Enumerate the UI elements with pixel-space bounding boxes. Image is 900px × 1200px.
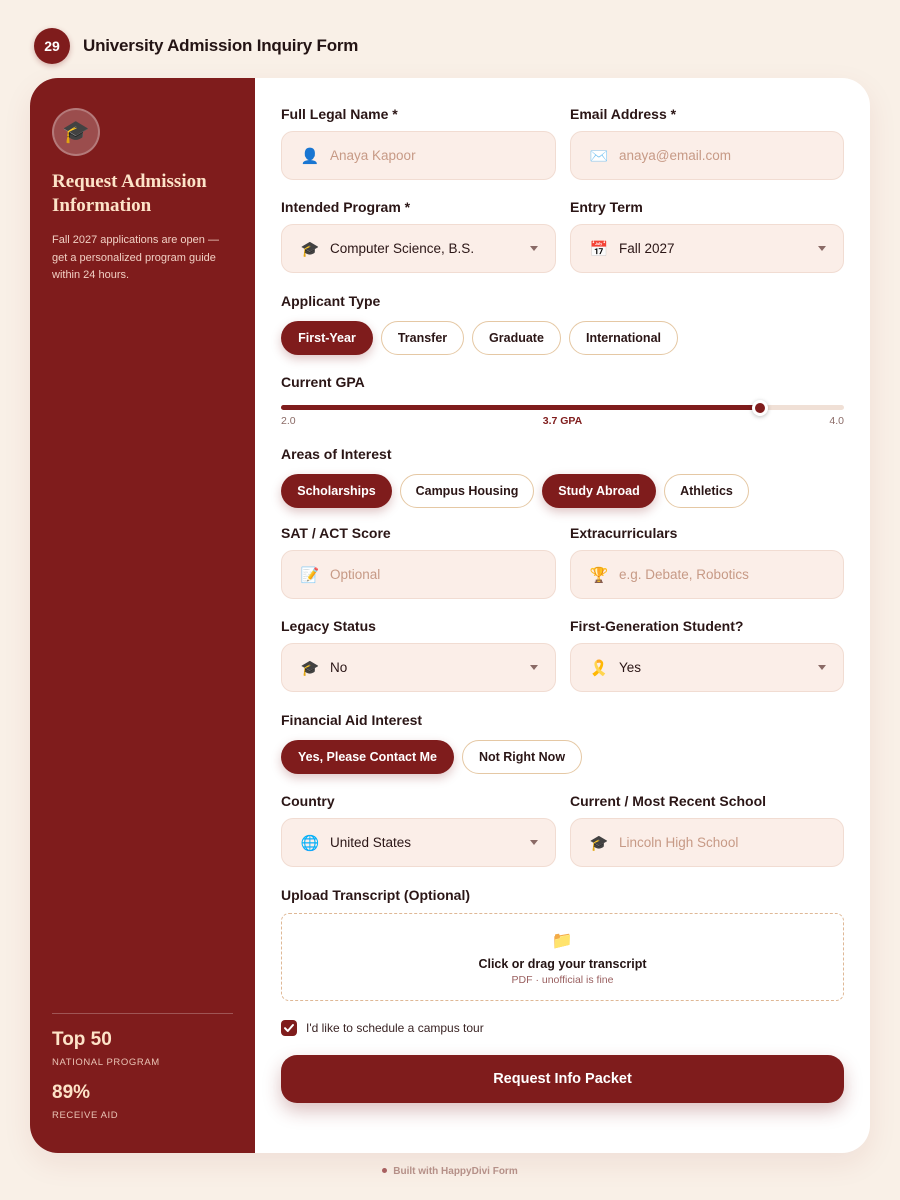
- first-gen-select[interactable]: [570, 643, 844, 692]
- gpa-slider-thumb[interactable]: [752, 400, 768, 416]
- extracurriculars-label: Extracurriculars: [570, 525, 678, 541]
- chip-campus-housing[interactable]: Campus Housing: [400, 474, 534, 508]
- upload-label: Upload Transcript (Optional): [281, 887, 471, 903]
- footer-dot-icon: [382, 1168, 387, 1173]
- sidebar-divider: [52, 1013, 233, 1014]
- footer: [0, 1166, 900, 1177]
- globe-icon: 🌐: [300, 834, 320, 852]
- legacy-value: No: [330, 660, 348, 675]
- full-name-label: Full Legal Name *: [281, 106, 398, 122]
- graduation-cap-icon: 🎓: [300, 240, 320, 258]
- sat-act-placeholder: Optional: [330, 567, 381, 582]
- chevron-down-icon: [530, 840, 538, 845]
- stat-label-aid: RECEIVE AID: [52, 1110, 119, 1121]
- chip-international[interactable]: International: [569, 321, 678, 355]
- stat-value-aid: 89%: [52, 1082, 91, 1103]
- chip-aid-no[interactable]: Not Right Now: [462, 740, 582, 774]
- form-card: [30, 78, 870, 1153]
- applicant-type-label: Applicant Type: [281, 293, 381, 309]
- trophy-icon: 🏆: [589, 566, 609, 584]
- chip-first-year[interactable]: First-Year: [281, 321, 373, 355]
- gpa-min-label: 2.0: [281, 415, 296, 427]
- sat-act-label: SAT / ACT Score: [281, 525, 391, 541]
- checkmark-icon: [283, 1022, 295, 1034]
- sidebar-title: Request Admission Information: [52, 171, 207, 216]
- stat-label-rank: NATIONAL PROGRAM: [52, 1057, 160, 1068]
- user-icon: 👤: [300, 147, 320, 165]
- upload-subtitle: PDF · unofficial is fine: [511, 974, 614, 986]
- chevron-down-icon: [818, 246, 826, 251]
- chevron-down-icon: [818, 665, 826, 670]
- interests-label: Areas of Interest: [281, 446, 392, 462]
- chip-study-abroad[interactable]: Study Abroad: [542, 474, 656, 508]
- sidebar: [30, 78, 255, 1153]
- first-gen-value: Yes: [619, 660, 642, 675]
- entry-term-select[interactable]: [570, 224, 844, 273]
- gpa-label: Current GPA: [281, 374, 365, 390]
- school-placeholder: Lincoln High School: [619, 835, 739, 850]
- header: [34, 28, 358, 64]
- email-label: Email Address *: [570, 106, 677, 122]
- financial-aid-label: Financial Aid Interest: [281, 712, 423, 728]
- chip-athletics[interactable]: Athletics: [664, 474, 749, 508]
- entry-term-value: Fall 2027: [619, 241, 675, 256]
- email-input[interactable]: [570, 131, 844, 180]
- gpa-max-label: 4.0: [829, 415, 844, 427]
- country-label: Country: [281, 793, 335, 809]
- country-value: United States: [330, 835, 412, 850]
- legacy-select[interactable]: [281, 643, 556, 692]
- footer-text: Built with HappyDivi Form: [393, 1166, 518, 1177]
- envelope-icon: ✉️: [589, 147, 609, 165]
- gpa-value-label: 3.7 GPA: [542, 415, 583, 427]
- program-value: Computer Science, B.S.: [330, 241, 475, 256]
- form-number-badge: 29: [34, 28, 70, 64]
- folder-icon: 📁: [551, 931, 574, 950]
- country-select[interactable]: [281, 818, 556, 867]
- campus-tour-label: I'd like to schedule a campus tour: [306, 1021, 484, 1035]
- graduation-cap-icon: 🎓: [300, 659, 320, 677]
- first-gen-label: First-Generation Student?: [570, 618, 744, 634]
- school-label: Current / Most Recent School: [570, 793, 767, 809]
- email-placeholder: anaya@email.com: [619, 148, 732, 163]
- program-select[interactable]: [281, 224, 556, 273]
- graduation-cap-icon: 🎓: [589, 834, 609, 852]
- chip-graduate[interactable]: Graduate: [472, 321, 561, 355]
- ribbon-icon: 🎗️: [589, 659, 609, 677]
- entry-term-label: Entry Term: [570, 199, 643, 215]
- full-name-placeholder: Anaya Kapoor: [330, 148, 416, 163]
- full-name-input[interactable]: [281, 131, 556, 180]
- extracurriculars-input[interactable]: [570, 550, 844, 599]
- sat-act-input[interactable]: [281, 550, 556, 599]
- school-input[interactable]: [570, 818, 844, 867]
- chip-scholarships[interactable]: Scholarships: [281, 474, 392, 508]
- sidebar-description: Fall 2027 applications are open — get a personalized program guide within 24 hours.: [52, 234, 219, 281]
- gpa-slider[interactable]: [281, 405, 844, 410]
- chip-aid-yes[interactable]: Yes, Please Contact Me: [281, 740, 454, 774]
- gpa-slider-fill: [281, 405, 760, 410]
- submit-button[interactable]: Request Info Packet: [281, 1055, 844, 1103]
- stat-value-rank: Top 50: [52, 1029, 112, 1050]
- program-label: Intended Program *: [281, 199, 411, 215]
- form-main: [255, 78, 870, 1153]
- chevron-down-icon: [530, 246, 538, 251]
- memo-icon: 📝: [300, 566, 320, 584]
- graduation-cap-icon: 🎓: [52, 108, 100, 156]
- upload-title: Click or drag your transcript: [478, 957, 647, 971]
- calendar-icon: 📅: [589, 240, 609, 258]
- chip-transfer[interactable]: Transfer: [381, 321, 464, 355]
- transcript-dropzone[interactable]: [281, 913, 844, 1001]
- chevron-down-icon: [530, 665, 538, 670]
- legacy-label: Legacy Status: [281, 618, 376, 634]
- page-title: University Admission Inquiry Form: [83, 36, 359, 55]
- extracurriculars-placeholder: e.g. Debate, Robotics: [619, 567, 749, 582]
- campus-tour-checkbox[interactable]: [281, 1020, 297, 1036]
